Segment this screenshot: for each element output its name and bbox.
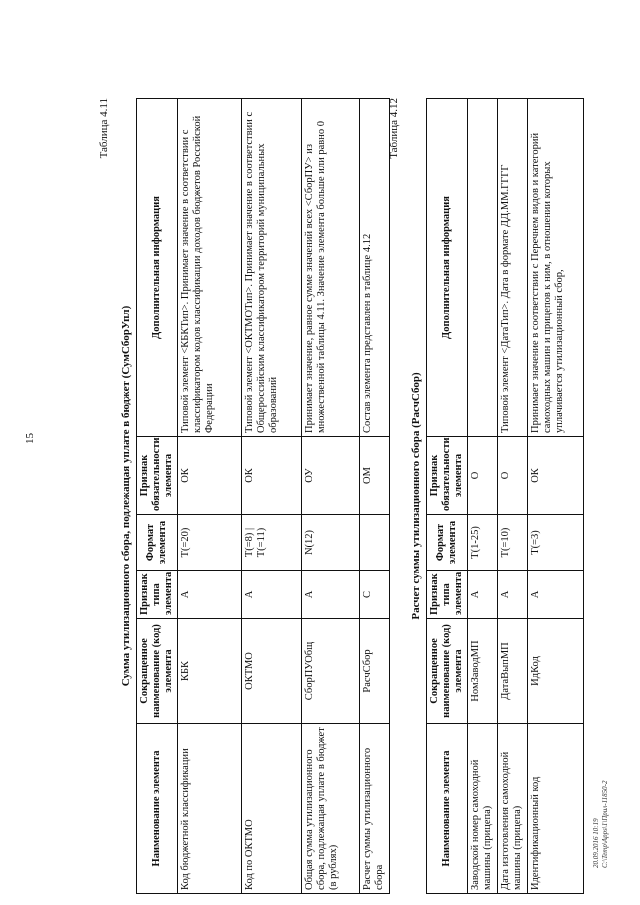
cell-type: А bbox=[178, 571, 242, 619]
cell-name: Код по ОКТМО bbox=[242, 724, 302, 894]
cell-required: ОК bbox=[242, 437, 302, 515]
cell-format: T(=3) bbox=[528, 515, 584, 571]
cell-required: ОУ bbox=[302, 437, 360, 515]
cell-format: T(=20) bbox=[178, 515, 242, 571]
table-row bbox=[468, 99, 498, 894]
header-element-type: Признак типа элемента bbox=[427, 571, 468, 619]
cell-code: СборПУОбщ bbox=[302, 619, 360, 724]
cell-format: T(=10) bbox=[498, 515, 528, 571]
header-element-required: Признак обязательности элемента bbox=[427, 437, 468, 515]
table-row bbox=[498, 99, 528, 894]
header-additional-info: Дополнительная информация bbox=[137, 99, 178, 437]
cell-name: Дата изготовления самоходной машины (прицепа) bbox=[498, 724, 528, 894]
cell-required: ОМ bbox=[360, 437, 390, 515]
cell-info: Типовой элемент <ДатаТип>. Дата в формате ДД.ММ.ГГГГ bbox=[498, 99, 528, 437]
cell-code: НомЗаводМП bbox=[468, 619, 498, 724]
header-element-code: Сокращенное наименование (код) элемента bbox=[137, 619, 178, 724]
cell-code: ИдКод bbox=[528, 619, 584, 724]
table-4-11 bbox=[136, 98, 390, 894]
cell-info: Принимает значение в соответствии с Перечнем видов и категорий самоходных машин и прицепов к ним, в отношении которых уплачивается утилизационный сбор, bbox=[528, 99, 584, 437]
cell-code: ОКТМО bbox=[242, 619, 302, 724]
cell-name: Код бюджетной классификации bbox=[178, 724, 242, 894]
cell-type: А bbox=[498, 571, 528, 619]
cell-type: А bbox=[468, 571, 498, 619]
cell-info: Состав элемента представлен в таблице 4.12 bbox=[360, 99, 390, 437]
header-element-format: Формат элемента bbox=[427, 515, 468, 571]
cell-type: А bbox=[302, 571, 360, 619]
cell-name: Общая сумма утилизационного сбора, подлежащая уплате в бюджет (в рублях) bbox=[302, 724, 360, 894]
table-row bbox=[360, 99, 390, 894]
table-4-12-caption: Расчет суммы утилизационного сбора (РасчСбор) bbox=[410, 372, 422, 620]
footer-stamp-path: C:\Temp\Apps\1\Прил-11850-2 bbox=[601, 780, 609, 868]
cell-name: Заводской номер самоходной машины (прицепа) bbox=[468, 724, 498, 894]
cell-format: N(12) bbox=[302, 515, 360, 571]
table-4-12 bbox=[426, 98, 584, 894]
header-element-name: Наименование элемента bbox=[137, 724, 178, 894]
cell-name: Идентификационный код bbox=[528, 724, 584, 894]
table-4-12-label: Таблица 4.12 bbox=[388, 98, 400, 159]
cell-type: А bbox=[528, 571, 584, 619]
header-element-code: Сокращенное наименование (код) элемента bbox=[427, 619, 468, 724]
footer-stamp bbox=[592, 781, 610, 868]
cell-format bbox=[360, 515, 390, 571]
header-additional-info: Дополнительная информация bbox=[427, 99, 468, 437]
cell-info: Типовой элемент <КБКТип>. Принимает значение в соответствии с классификатором кодов классификации доходов бюджетов Российской Федерации bbox=[178, 99, 242, 437]
page-number: 15 bbox=[24, 433, 36, 444]
header-element-required: Признак обязательности элемента bbox=[137, 437, 178, 515]
cell-required: О bbox=[468, 437, 498, 515]
table-row bbox=[242, 99, 302, 894]
cell-format: T(=8) | T(=11) bbox=[242, 515, 302, 571]
cell-type: А bbox=[242, 571, 302, 619]
cell-code: РасчСбор bbox=[360, 619, 390, 724]
cell-info bbox=[468, 99, 498, 437]
cell-code: КБК bbox=[178, 619, 242, 724]
cell-required: ОК bbox=[528, 437, 584, 515]
table-row bbox=[178, 99, 242, 894]
table-row bbox=[528, 99, 584, 894]
cell-code: ДатаВыпМП bbox=[498, 619, 528, 724]
cell-info: Типовой элемент <ОКТМОТип>. Принимает значение в соответствии с Общероссийским классификатором территорий муниципальных образований bbox=[242, 99, 302, 437]
cell-name: Расчет суммы утилизационного сбора bbox=[360, 724, 390, 894]
cell-type: С bbox=[360, 571, 390, 619]
table-4-12-block bbox=[388, 98, 588, 894]
header-element-name: Наименование элемента bbox=[427, 724, 468, 894]
cell-info: Принимает значение, равное сумме значений всех <СборПУ> из множественной таблицы 4.11. Значение элемента больше или равно 0 bbox=[302, 99, 360, 437]
table-4-11-block bbox=[98, 98, 385, 894]
cell-format: T(1-25) bbox=[468, 515, 498, 571]
cell-required: ОК bbox=[178, 437, 242, 515]
footer-stamp-date: 20.09.2016 10:19 bbox=[592, 818, 600, 868]
table-header-row bbox=[137, 99, 178, 894]
header-element-format: Формат элемента bbox=[137, 515, 178, 571]
header-element-type: Признак типа элемента bbox=[137, 571, 178, 619]
table-4-11-label: Таблица 4.11 bbox=[98, 98, 110, 159]
cell-required: О bbox=[498, 437, 528, 515]
table-header-row bbox=[427, 99, 468, 894]
table-4-11-caption: Сумма утилизационного сбора, подлежащая уплате в бюджет (СумСборУпл) bbox=[120, 305, 132, 687]
table-row bbox=[302, 99, 360, 894]
